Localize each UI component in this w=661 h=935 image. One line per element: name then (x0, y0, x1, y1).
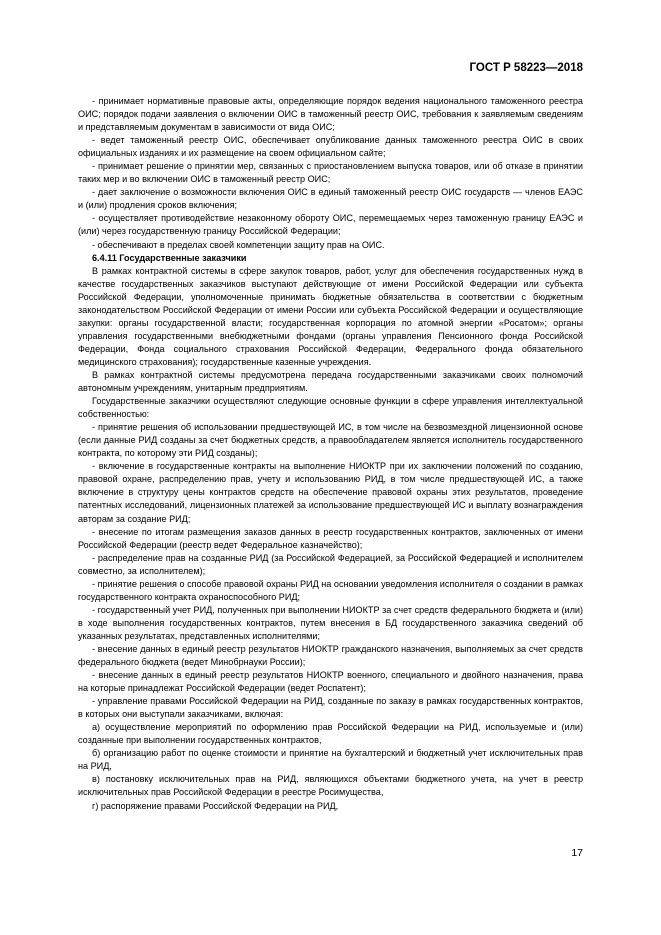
paragraph-list-item: в) постановку исключительных прав на РИД, являющихся объектами бюджетного учета, на учет в реестр исключительных прав Российской Федерации в реестре Росимущества, (78, 774, 583, 798)
paragraph-bullet: - внесение по итогам размещения заказов данных в реестр государственных контрактов, заключенных от имени Российской Федерации (реестр ведет Федеральное казначейство); (78, 526, 583, 550)
paragraph-bullet: - внесение данных в единый реестр результатов НИОКТР гражданского назначения, выполняемых за счет средств федерального бюджета (ведет Минобрнауки России); (78, 643, 583, 668)
document-code-header: ГОСТ Р 58223—2018 (469, 62, 583, 74)
paragraph-bullet: - ведет таможенный реестр ОИС, обеспечивает опубликование данных таможенного реестра ОИС в своих официальных изданиях и их размещение на своем официальном сайте; (78, 135, 583, 159)
paragraph-bullet: - обеспечивают в пределах своей компетенции защиту прав на ОИС. (92, 239, 385, 250)
page-number: 17 (571, 847, 583, 859)
paragraph-bullet: - государственный учет РИД, полученных при выполнении НИОКТР за счет средств федерального бюджета и (или) в ходе выполнения государственных контрактов, путем внесения в БД государственного заказчика сведений об указанных результатах, представленных исполнителями; (78, 604, 583, 641)
paragraph: В рамках контрактной системы предусмотрена передача государственными заказчиками своих полномочий автономным учреждениям, унитарным предприятиям. (78, 369, 583, 394)
paragraph: В рамках контрактной системы в сфере закупок товаров, работ, услуг для обеспечения государственных нужд в качестве государственных заказчиков выступают действующие от имени Российской Федерации или субъекта Российской Федерации, уполномоченные принимать бюджетные обязательства в соответствии с бюджетным законодательством Российской Федерации от имени России или субъекта Российской Федерации и осуществляющие закупки: органы государственной власти; государственная корпорация по атомной энергии «Росатом»; органы управления государственными внебюджетными фондами (органы управления Пенсионного фонда Российской Федерации, Фонда социального страхования Российской Федерации, Федерального фонда обязательного медицинского страхования); государственные казенные учреждения. (78, 265, 583, 367)
paragraph-bullet: - принимает нормативные правовые акты, определяющие порядок ведения национального таможенного реестра ОИС; порядок подачи заявления о включении ОИС в таможенный реестр ОИС, требования к заявляемым сведениям и представляемым документам в зависимости от вида ОИС; (78, 96, 583, 133)
paragraph-bullet: - включение в государственные контракты на выполнение НИОКТР при их заключении положений по созданию, правовой охране, распределению прав, учету и использованию РИД, в том числе предшествующей ИС, а также включение в структуру цены контрактов средств на обеспечение правовой охраны этих результатов, проведение патентных исследований, лицензионных платежей за использование предшествующей ИС и выплату вознаграждения авторам за создание РИД; (78, 461, 583, 524)
paragraph-list-item: г) распоряжение правами Российской Федерации на РИД, (92, 800, 339, 811)
section-heading: 6.4.11 Государственные заказчики (92, 252, 247, 263)
paragraph: Государственные заказчики осуществляют следующие основные функции в сфере управления интеллектуальной собственностью: (78, 396, 583, 420)
paragraph-list-item: а) осуществление мероприятий по оформлению прав Российской Федерации на РИД, используемые и (или) созданные при выполнении государственных контрактов, (78, 722, 583, 746)
document-body (78, 95, 583, 813)
paragraph-bullet: - осуществляет противодействие незаконному обороту ОИС, перемещаемых через таможенную границу ЕАЭС и (или) через государственную границу Российской Федерации; (78, 213, 583, 237)
paragraph-bullet: - принятие решения об использовании предшествующей ИС, в том числе на безвозмездной лицензионной основе (если данные РИД созданы за счет бюджетных средств, а правообладателем является исполнитель государственного контракта, по которому эти РИД созданы); (78, 422, 583, 459)
paragraph-bullet: - распределение прав на созданные РИД (за Российской Федерацией, за Российской Федерацией и исполнителем совместно, за исполнителем); (78, 552, 583, 576)
paragraph-bullet: - принятие решения о способе правовой охраны РИД на основании уведомления исполнителя о создании в рамках государственного контракта охраноспособного РИД; (78, 578, 583, 602)
paragraph-bullet: - дает заключение о возможности включения ОИС в единый таможенный реестр ОИС государств — членов ЕАЭС и (или) продления сроков включения; (78, 187, 583, 211)
paragraph-bullet: - внесение данных в единый реестр результатов НИОКТР военного, специального и двойного назначения, права на которые принадлежат Российской Федерации (ведет Роспатент); (78, 670, 583, 694)
paragraph-bullet: - принимает решение о принятии мер, связанных с приостановлением выпуска товаров, или об отказе в принятии таких мер и во включении ОИС в таможенный реестр ОИС; (78, 161, 583, 185)
paragraph-bullet: - управление правами Российской Федерации на РИД, созданные по заказу в рамках государственных контрактов, в которых они выступали заказчиками, включая: (78, 696, 583, 720)
paragraph-list-item: б) организацию работ по оценке стоимости и принятие на бухгалтерский и бюджетный учет исключительных прав на РИД, (78, 748, 583, 772)
